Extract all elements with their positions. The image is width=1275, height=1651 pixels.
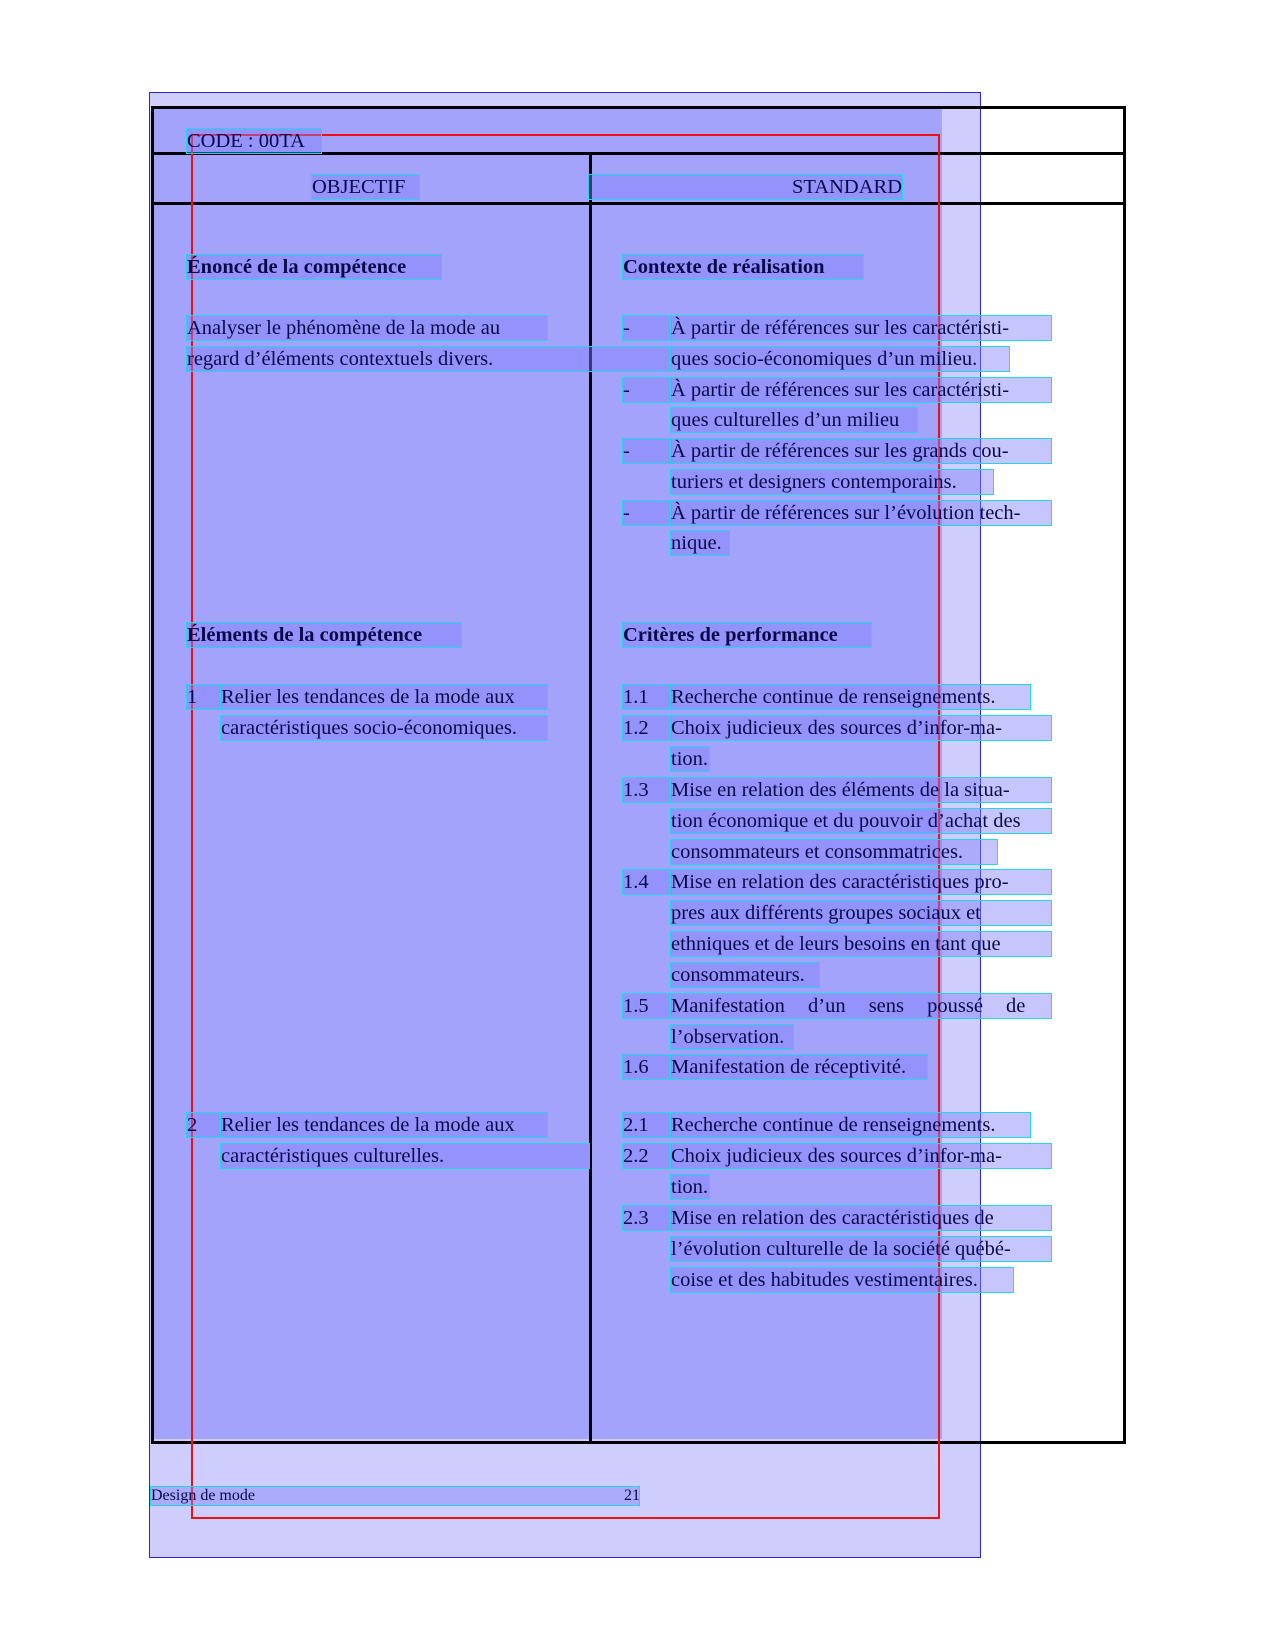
critere-number: 1.1 [623, 685, 671, 709]
critere-text-line: ethniques et de leurs besoins en tant que [671, 932, 1051, 956]
contexte-item-line: nique. [671, 531, 729, 555]
column-header-standard: STANDARD [589, 175, 902, 199]
enonce-heading: Énoncé de la compétence [187, 255, 441, 279]
critere-text-line: tion. [671, 748, 709, 770]
critere-number: 2.1 [623, 1113, 671, 1137]
critere-text-line: coise et des habitudes vestimentaires. [671, 1268, 1013, 1292]
element-text-line: Relier les tendances de la mode aux [221, 1113, 547, 1137]
competency-code: CODE : 00TA [187, 129, 321, 153]
contexte-item-line: ques culturelles d’un milieu [671, 408, 917, 432]
critere-text-line: Mise en relation des caractéristiques de [671, 1206, 1051, 1230]
contexte-item-line: À partir de références sur l’évolution tech- [671, 501, 1051, 525]
enonce-text-line: regard d’éléments contextuels divers. [187, 347, 671, 371]
critere-text-line: tion. [671, 1176, 709, 1198]
critere-number: 1.3 [623, 778, 671, 802]
critere-text-line: consommateurs et consommatrices. [671, 840, 997, 864]
contexte-bullet: - [623, 378, 671, 402]
column-header-objectif: OBJECTIF [312, 175, 419, 199]
contexte-bullet: - [623, 501, 671, 525]
critere-number: 1.4 [623, 870, 671, 894]
critere-text-line: consommateurs. [671, 963, 819, 987]
critere-text-line: pres aux différents groupes sociaux et [671, 901, 1051, 925]
critere-text-line: Mise en relation des caractéristiques pro- [671, 870, 1051, 894]
criteres-heading: Critères de performance [623, 623, 871, 647]
element-text-line: caractéristiques socio-économiques. [221, 716, 547, 740]
critere-number: 1.2 [623, 716, 671, 740]
elements-heading: Éléments de la compétence [187, 623, 461, 647]
critere-text-line: Mise en relation des éléments de la situa- [671, 778, 1051, 802]
critere-text-line: tion économique et du pouvoir d’achat des [671, 809, 1051, 833]
critere-number: 2.2 [623, 1144, 671, 1168]
page-number: 21 [624, 1487, 640, 1504]
contexte-bullet: - [623, 439, 671, 463]
critere-text-line: Manifestation d’un sens poussé de [671, 994, 1051, 1018]
critere-text-line: Recherche continue de renseignements. [671, 1113, 1030, 1137]
enonce-text-line: Analyser le phénomène de la mode au [187, 316, 547, 340]
critere-text-line: Choix judicieux des sources d’infor-ma- [671, 1144, 1051, 1168]
critere-number: 2.3 [623, 1206, 671, 1230]
critere-text-line: l’observation. [671, 1025, 793, 1049]
critere-text-line: l’évolution culturelle de la société québé- [671, 1237, 1051, 1261]
element-number: 2 [187, 1113, 221, 1137]
contexte-heading: Contexte de réalisation [623, 255, 863, 279]
critere-number: 1.5 [623, 994, 671, 1018]
critere-text-line: Choix judicieux des sources d’infor-ma- [671, 716, 1051, 740]
contexte-item-line: ques socio-économiques d’un milieu. [671, 347, 1009, 371]
critere-text-line: Recherche continue de renseignements. [671, 685, 1030, 709]
contexte-item-line: À partir de références sur les caractéristi- [671, 316, 1051, 340]
element-number: 1 [187, 685, 221, 709]
element-text-line: caractéristiques culturelles. [221, 1144, 589, 1168]
critere-text-line: Manifestation de réceptivité. [671, 1055, 927, 1079]
footer-program-name: Design de mode [151, 1487, 639, 1505]
contexte-bullet: - [623, 316, 671, 340]
critere-number: 1.6 [623, 1055, 671, 1079]
contexte-item-line: turiers et designers contemporains. [671, 470, 993, 494]
contexte-item-line: À partir de références sur les grands cou- [671, 439, 1051, 463]
element-text-line: Relier les tendances de la mode aux [221, 685, 547, 709]
contexte-item-line: À partir de références sur les caractéristi- [671, 378, 1051, 402]
